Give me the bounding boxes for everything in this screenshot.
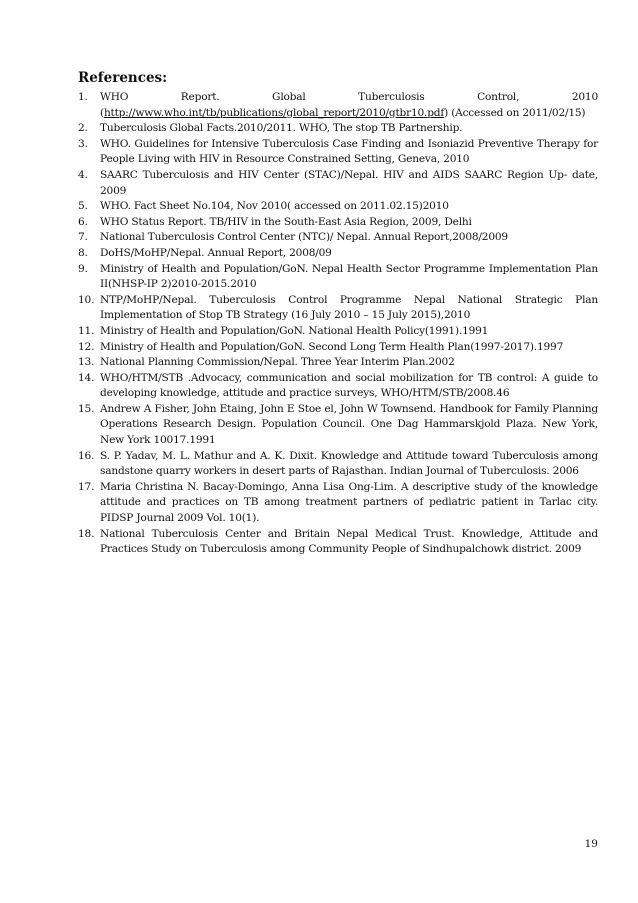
reference-text: ) (Accessed on 2011/02/15) [444,106,586,119]
reference-text: Ministry of Health and Population/GoN. Nepal Health Sector Programme Implementation Plan II(NHSP-IP 2)2010-2015.2010 [100,262,598,291]
reference-item [78,199,598,215]
reference-item [78,527,598,558]
reference-number: 18. [78,527,95,540]
reference-number: 11. [78,324,95,337]
reference-number: 14. [78,371,95,384]
reference-text: WHO/HTM/STB .Advocacy, communication and social mobilization for TB control: A guide to developing knowledge, attitude and practice surveys, WHO/HTM/STB/2008.46 [100,371,598,400]
page-number: 19 [584,838,598,850]
reference-number: 4. [78,168,88,181]
reference-item [78,121,598,137]
reference-number: 16. [78,449,95,462]
reference-text: National Tuberculosis Control Center (NTC)/ Nepal. Annual Report,2008/2009 [100,231,508,244]
reference-text: Ministry of Health and Population/GoN. Second Long Term Health Plan(1997-2017).1997 [100,340,564,353]
reference-link[interactable]: http://www.who.int/tb/publications/global_report/2010/gtbr10.pdf [103,106,445,119]
reference-number: 1. [78,91,88,103]
reference-number: 15. [78,402,95,415]
reference-item [78,371,598,402]
reference-item [78,340,598,356]
reference-text: Tuberculosis Global Facts.2010/2011. WHO, The stop TB Partnership. [100,122,463,135]
reference-item [78,246,598,262]
reference-item [78,324,598,340]
reference-number: 17. [78,480,95,493]
reference-item [78,230,598,246]
reference-text: Andrew A Fisher, John Etaing, John E Stoe el, John W Townsend. Handbook for Family Planning Operations Research Design. Population Council. One Dag Hammarskjold Plaza. New York, New York 10017.1991 [100,402,598,447]
reference-number: 5. [78,200,88,213]
reference-text: Maria Christina N. Bacay-Domingo, Anna Lisa Ong-Lim. A descriptive study of the knowledge attitude and practices on TB among treatment partners of pediatric patient in Tarlac city. PIDSP Journal 2009 Vol. 10(1). [100,480,598,525]
reference-item [78,262,598,293]
references-list [78,90,598,558]
reference-text: National Tuberculosis Center and Britain Nepal Medical Trust. Knowledge, Attitude and Practices Study on Tuberculosis among Community People of Sindhupalchowk district. 2009 [100,527,598,556]
reference-text: National Planning Commission/Nepal. Three Year Interim Plan.2002 [100,356,455,369]
reference-number: 10. [78,293,95,306]
reference-number: 3. [78,137,88,150]
reference-item [78,480,598,527]
reference-number: 2. [78,122,88,135]
reference-item [78,137,598,168]
reference-item [78,90,598,121]
reference-number: 6. [78,215,88,228]
reference-text: WHO. Fact Sheet No.104, Nov 2010( accessed on 2011.02.15)2010 [100,200,449,213]
reference-item [78,215,598,231]
reference-number: 9. [78,262,88,275]
reference-text: Ministry of Health and Population/GoN. National Health Policy(1991).1991 [100,324,489,337]
reference-item [78,355,598,371]
references-heading: References: [78,70,168,86]
reference-text: WHO Status Report. TB/HIV in the South-East Asia Region, 2009, Delhi [100,215,472,228]
reference-text: DoHS/MoHP/Nepal. Annual Report, 2008/09 [100,246,332,259]
reference-item [78,402,598,449]
reference-text: NTP/MoHP/Nepal. Tuberculosis Control Programme Nepal National Strategic Plan Implementation of Stop TB Strategy (16 July 2010 – 15 July 2015),2010 [100,293,598,322]
reference-number: 7. [78,231,88,244]
reference-text: WHO. Guidelines for Intensive Tuberculosis Case Finding and Isoniazid Preventive Therapy for People Living with HIV in Resource Constrained Setting, Geneva, 2010 [100,137,598,166]
reference-text: WHO Report. Global Tuberculosis Control, 2010 ( [100,91,598,119]
reference-text: S. P. Yadav, M. L. Mathur and A. K. Dixit. Knowledge and Attitude toward Tuberculosis among sandstone quarry workers in desert parts of Rajasthan. Indian Journal of Tuberculosis. 2006 [100,449,598,478]
reference-text: SAARC Tuberculosis and HIV Center (STAC)/Nepal. HIV and AIDS SAARC Region Up- date, 2009 [100,168,598,197]
reference-number: 12. [78,340,95,353]
reference-item [78,168,598,199]
reference-number: 13. [78,356,95,369]
reference-item [78,293,598,324]
reference-item [78,449,598,480]
reference-number: 8. [78,246,88,259]
